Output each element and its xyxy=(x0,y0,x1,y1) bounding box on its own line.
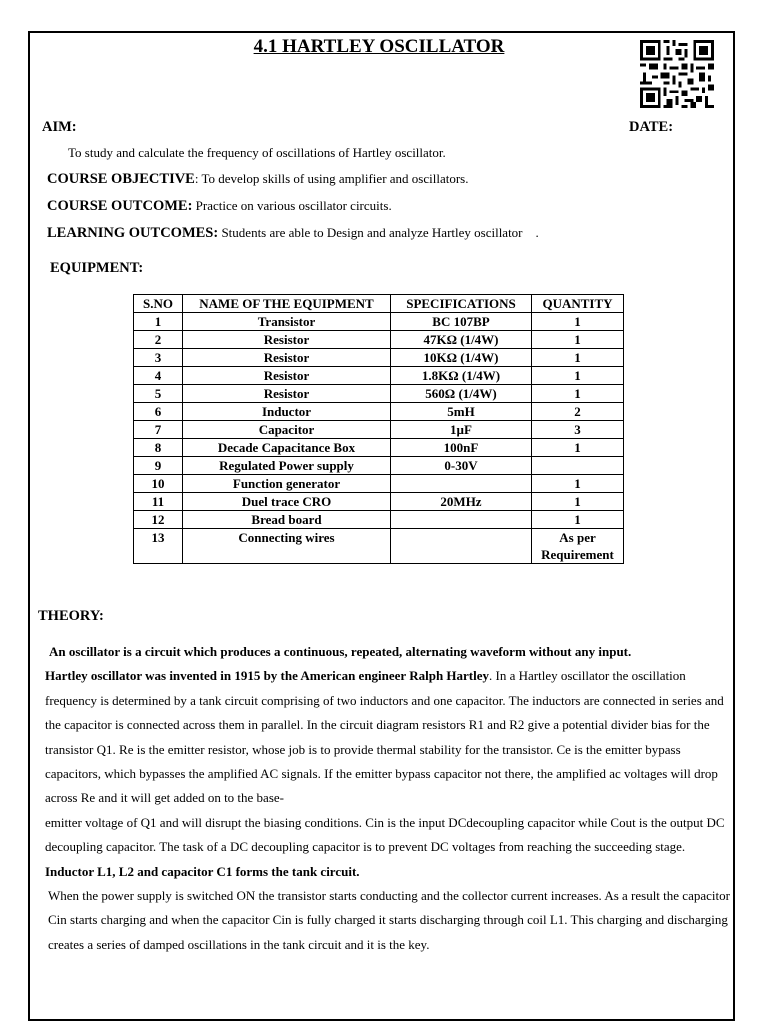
table-cell: 1 xyxy=(134,313,183,331)
aim-label: AIM: xyxy=(42,119,77,135)
table-cell: 10KΩ (1/4W) xyxy=(391,349,532,367)
theory-body xyxy=(45,640,735,957)
table-cell: Resistor xyxy=(183,385,391,403)
table-cell: Transistor xyxy=(183,313,391,331)
table-cell: 4 xyxy=(134,367,183,385)
table-cell: 11 xyxy=(134,493,183,511)
equipment-table xyxy=(133,294,624,564)
table-cell: 20MHz xyxy=(391,493,532,511)
table-cell: 47KΩ (1/4W) xyxy=(391,331,532,349)
table-cell: Bread board xyxy=(183,511,391,529)
course-outcome xyxy=(47,198,392,215)
table-row xyxy=(134,403,624,421)
theory-paragraph xyxy=(45,811,735,884)
table-cell: Function generator xyxy=(183,475,391,493)
table-cell: 7 xyxy=(134,421,183,439)
equipment-label: EQUIPMENT: xyxy=(50,260,144,276)
table-cell: 5mH xyxy=(391,403,532,421)
table-cell: 2 xyxy=(134,331,183,349)
theory-paragraph xyxy=(45,664,735,810)
table-cell: 6 xyxy=(134,403,183,421)
table-cell: As per Requirement xyxy=(532,529,624,564)
table-cell: Inductor xyxy=(183,403,391,421)
date-label: DATE: xyxy=(629,119,674,135)
table-row xyxy=(134,349,624,367)
table-row xyxy=(134,421,624,439)
table-cell: 1 xyxy=(532,439,624,457)
table-cell: 1 xyxy=(532,349,624,367)
table-row xyxy=(134,529,624,564)
table-cell: 9 xyxy=(134,457,183,475)
learning-outcomes xyxy=(47,225,539,242)
learning-outcomes-text: Students are able to Design and analyze Hartley oscillator . xyxy=(218,225,539,240)
theory-paragraph xyxy=(48,884,735,957)
theory-text: . In a Hartley oscillator the oscillation frequency is determined by a tank circuit comprising of two inductors and one capacitor. The inductors are connected in series and the capacitor is connected across them in parallel. In the circuit diagram resistors R1 and R2 give a potential divider bias for the transistor Q1. Re is the emitter resistor, whose job is to provide thermal stability for the transistor. Ce is the emitter bypass capacitors, which bypasses the amplified AC signals. If the emitter bypass capacitor not there, the amplified ac voltages will drop across Re and it will get added on to the base- xyxy=(45,668,724,806)
table-cell: 1 xyxy=(532,331,624,349)
table-cell: Resistor xyxy=(183,367,391,385)
table-cell: 560Ω (1/4W) xyxy=(391,385,532,403)
table-cell: 1 xyxy=(532,475,624,493)
table-row xyxy=(134,457,624,475)
table-cell: Resistor xyxy=(183,349,391,367)
course-outcome-text: Practice on various oscillator circuits. xyxy=(192,198,392,213)
table-cell: 1 xyxy=(532,493,624,511)
learning-outcomes-label: LEARNING OUTCOMES: xyxy=(47,225,219,241)
table-cell: Capacitor xyxy=(183,421,391,439)
table-cell: 12 xyxy=(134,511,183,529)
course-outcome-label: COURSE OUTCOME: xyxy=(47,198,193,214)
theory-bold-text: Inductor L1, L2 and capacitor C1 forms the tank circuit. xyxy=(45,863,360,879)
table-cell xyxy=(391,475,532,493)
table-cell: 3 xyxy=(134,349,183,367)
table-cell: Regulated Power supply xyxy=(183,457,391,475)
table-row xyxy=(134,367,624,385)
qr-code-icon xyxy=(640,40,714,108)
table-cell: 1.8KΩ (1/4W) xyxy=(391,367,532,385)
table-cell: 5 xyxy=(134,385,183,403)
table-row xyxy=(134,511,624,529)
column-header: NAME OF THE EQUIPMENT xyxy=(183,295,391,313)
table-cell: 1 xyxy=(532,367,624,385)
table-cell: 8 xyxy=(134,439,183,457)
table-cell: 13 xyxy=(134,529,183,564)
theory-text: emitter voltage of Q1 and will disrupt the biasing conditions. Cin is the input DCdecoupling capacitor while Cout is the output DC decoupling capacitor. The task of a DC decoupling capacitor is to prevent DC voltages from reaching the succeeding stage. xyxy=(45,814,725,855)
column-header: S.NO xyxy=(134,295,183,313)
table-cell: BC 107BP xyxy=(391,313,532,331)
aim-text: To study and calculate the frequency of oscillations of Hartley oscillator. xyxy=(68,145,446,160)
table-row xyxy=(134,493,624,511)
table-cell: 100nF xyxy=(391,439,532,457)
table-cell xyxy=(532,457,624,475)
table-header-row xyxy=(134,295,624,313)
column-header: QUANTITY xyxy=(532,295,624,313)
table-row xyxy=(134,313,624,331)
course-objective xyxy=(47,171,468,188)
table-cell: Connecting wires xyxy=(183,529,391,564)
table-cell: 3 xyxy=(532,421,624,439)
course-objective-text: : To develop skills of using amplifier and oscillators. xyxy=(194,171,469,186)
table-cell: Resistor xyxy=(183,331,391,349)
table-cell xyxy=(391,511,532,529)
table-cell: 1 xyxy=(532,385,624,403)
theory-bold-text: Hartley oscillator was invented in 1915 by the American engineer Ralph Hartley xyxy=(45,668,490,684)
table-row xyxy=(134,331,624,349)
table-row xyxy=(134,475,624,493)
theory-paragraph: An oscillator is a circuit which produces a continuous, repeated, alternating waveform without any input. xyxy=(49,644,632,659)
table-row xyxy=(134,385,624,403)
table-cell: 0-30V xyxy=(391,457,532,475)
theory-text: When the power supply is switched ON the transistor starts conducting and the collector current increases. As a result the capacitor Cin starts charging and when the capacitor Cin is fully charged it starts discharging through coil L1. This charging and discharging creates a series of damped oscillations in the tank circuit and it is the key. xyxy=(48,888,730,952)
table-cell: 1µF xyxy=(391,421,532,439)
table-cell: Decade Capacitance Box xyxy=(183,439,391,457)
theory-label: THEORY: xyxy=(38,608,104,624)
table-cell: 10 xyxy=(134,475,183,493)
table-cell: 1 xyxy=(532,313,624,331)
course-objective-label: COURSE OBJECTIVE xyxy=(47,171,195,187)
table-row xyxy=(134,439,624,457)
table-cell: 1 xyxy=(532,511,624,529)
table-cell: 2 xyxy=(532,403,624,421)
table-cell xyxy=(391,529,532,564)
table-cell: Duel trace CRO xyxy=(183,493,391,511)
page-title: 4.1 HARTLEY OSCILLATOR xyxy=(253,36,505,57)
column-header: SPECIFICATIONS xyxy=(391,295,532,313)
